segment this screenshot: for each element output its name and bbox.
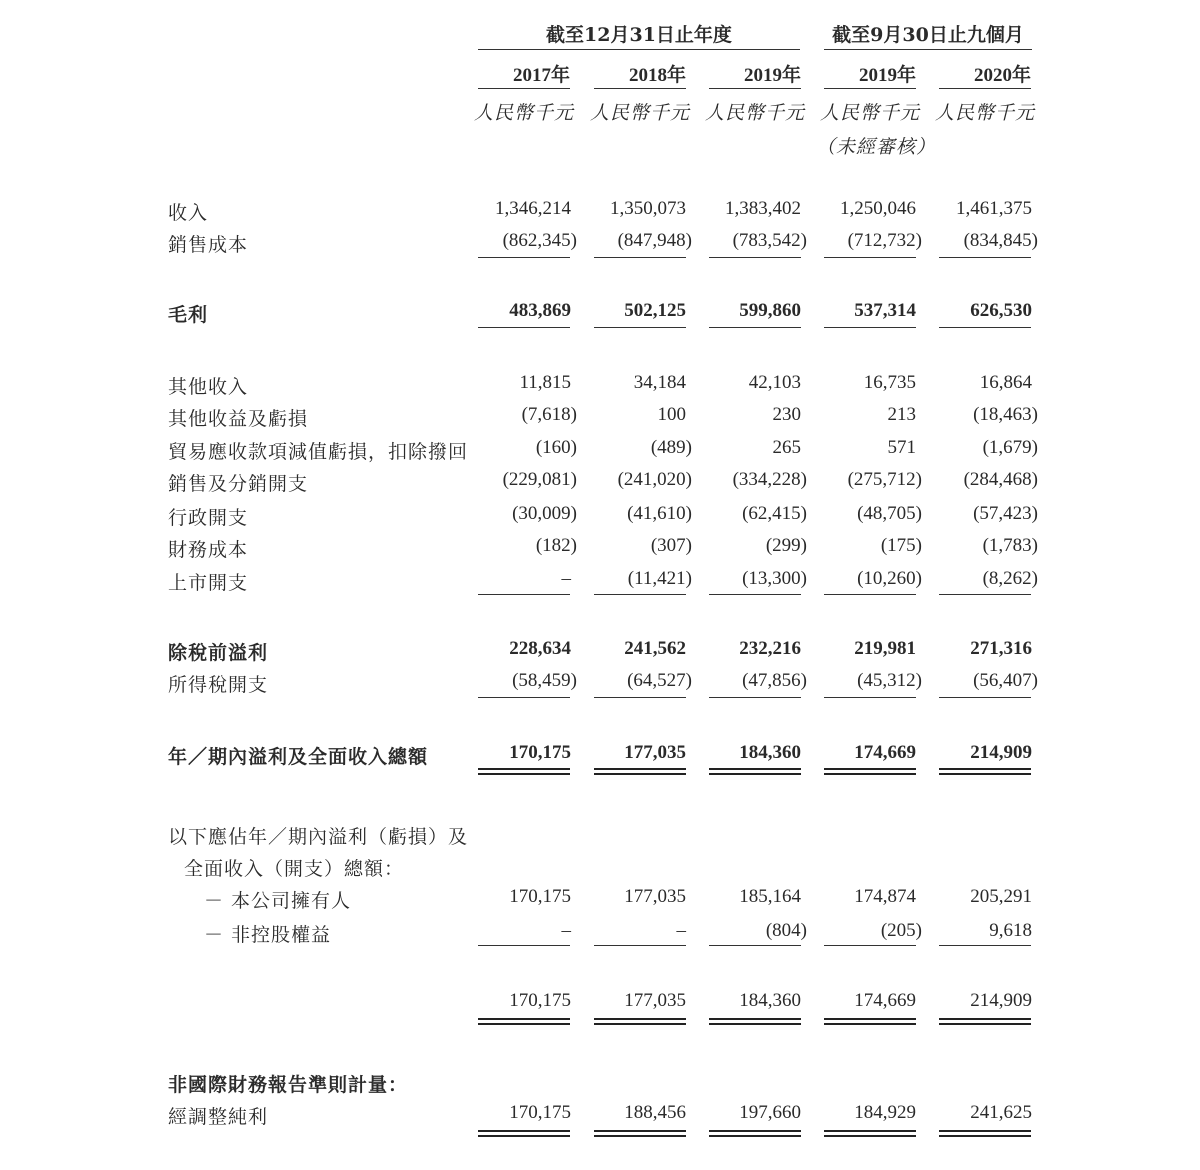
single-underline xyxy=(709,594,801,595)
double-underline xyxy=(939,1130,1031,1137)
year-header-2020-nine-months: 2020年 xyxy=(973,65,1031,86)
double-underline xyxy=(594,768,686,775)
unit-label: 人民幣千元 xyxy=(589,102,690,124)
selling-expenses-row-value: (334,228) xyxy=(732,469,807,490)
nine-months-heading-underline xyxy=(824,49,1032,50)
non-controlling-row-value: (205) xyxy=(880,920,922,941)
admin-expenses-row-value: (41,610) xyxy=(627,503,692,524)
income-tax-row-label: 所得稅開支 xyxy=(168,674,269,696)
income-tax-row-value: (45,312) xyxy=(857,670,922,691)
admin-expenses-row-value: (57,423) xyxy=(973,503,1038,524)
owners-row-value: 174,874 xyxy=(854,886,916,907)
other-gains-losses-row-value: (7,618) xyxy=(521,404,577,425)
revenue-row-value: 1,383,402 xyxy=(725,198,801,219)
other-gains-losses-row-value: 213 xyxy=(887,404,916,425)
adjusted-net-profit-row-value: 241,625 xyxy=(970,1102,1032,1123)
income-tax-row-value: (58,459) xyxy=(512,670,577,691)
double-underline xyxy=(594,1018,686,1025)
finance-costs-row-value: (307) xyxy=(650,535,692,556)
non-controlling-row-value: (804) xyxy=(765,920,807,941)
attributable-total-row-value: 214,909 xyxy=(970,990,1032,1011)
cost-of-sales-row-label: 銷售成本 xyxy=(168,234,249,256)
profit-before-tax-row-label: 除稅前溢利 xyxy=(168,642,269,664)
single-underline xyxy=(709,327,801,328)
single-underline xyxy=(824,697,916,698)
non-controlling-row-value: – xyxy=(561,920,571,941)
non-controlling-row-label: － 非控股權益 xyxy=(204,924,332,946)
owners-row-value: 177,035 xyxy=(624,886,686,907)
owners-row-value: 170,175 xyxy=(509,886,571,907)
finance-costs-row-value: (1,783) xyxy=(982,535,1038,556)
double-underline xyxy=(594,1130,686,1137)
single-underline xyxy=(824,257,916,258)
total-comprehensive-income-row-value: 184,360 xyxy=(739,742,801,763)
impairment-row-label: 貿易應收款項減值虧損，扣除撥回 xyxy=(168,441,469,463)
revenue-row-label: 收入 xyxy=(168,202,209,224)
total-comprehensive-income-row-value: 177,035 xyxy=(624,742,686,763)
listing-expenses-row-value: (11,421) xyxy=(627,568,692,589)
cost-of-sales-row-value: (712,732) xyxy=(847,230,922,251)
selling-expenses-row-label: 銷售及分銷開支 xyxy=(168,473,309,495)
single-underline xyxy=(824,327,916,328)
single-underline xyxy=(594,257,686,258)
annual-heading-underline xyxy=(478,49,800,50)
other-gains-losses-row-value: 230 xyxy=(772,404,801,425)
other-gains-losses-row-value: 100 xyxy=(657,404,686,425)
other-income-row-value: 16,864 xyxy=(979,372,1032,393)
single-underline xyxy=(594,594,686,595)
single-underline xyxy=(939,257,1031,258)
single-underline xyxy=(478,945,570,946)
unit-label: 人民幣千元 xyxy=(704,102,805,124)
single-underline xyxy=(478,257,570,258)
adjusted-net-profit-row-label: 經調整純利 xyxy=(168,1106,269,1128)
impairment-row-value: 265 xyxy=(772,437,801,458)
finance-costs-row-value: (175) xyxy=(880,535,922,556)
other-gains-losses-row-value: (18,463) xyxy=(973,404,1038,425)
impairment-row-value: (160) xyxy=(535,437,577,458)
finance-costs-row-label: 財務成本 xyxy=(168,539,249,561)
single-underline xyxy=(939,594,1031,595)
single-underline xyxy=(939,697,1031,698)
attributable-total-row-value: 170,175 xyxy=(509,990,571,1011)
double-underline xyxy=(824,768,916,775)
attributable-heading-label: 以下應佔年／期內溢利（虧損）及 xyxy=(168,826,469,848)
single-underline xyxy=(824,945,916,946)
attributable-heading-label: 全面收入（開支）總額： xyxy=(184,858,405,880)
other-gains-losses-row-label: 其他收益及虧損 xyxy=(168,408,309,430)
single-underline xyxy=(594,697,686,698)
profit-before-tax-row-value: 271,316 xyxy=(970,638,1032,659)
listing-expenses-row-value: (13,300) xyxy=(742,568,807,589)
single-underline xyxy=(939,327,1031,328)
non-controlling-row-value: 9,618 xyxy=(989,920,1032,941)
admin-expenses-row-value: (48,705) xyxy=(857,503,922,524)
admin-expenses-row-value: (62,415) xyxy=(742,503,807,524)
other-income-row-value: 16,735 xyxy=(863,372,916,393)
other-income-row-value: 34,184 xyxy=(633,372,686,393)
income-tax-row-value: (64,527) xyxy=(627,670,692,691)
selling-expenses-row-value: (241,020) xyxy=(617,469,692,490)
total-comprehensive-income-row-value: 170,175 xyxy=(509,742,571,763)
owners-row-label: － 本公司擁有人 xyxy=(204,890,352,912)
total-comprehensive-income-row-label: 年／期內溢利及全面收入總額 xyxy=(168,746,429,768)
other-income-row-label: 其他收入 xyxy=(168,376,249,398)
single-underline xyxy=(709,257,801,258)
adjusted-net-profit-row-value: 188,456 xyxy=(624,1102,686,1123)
finance-costs-row-value: (182) xyxy=(535,535,577,556)
year-underline xyxy=(709,88,801,89)
profit-before-tax-row-value: 228,634 xyxy=(509,638,571,659)
total-comprehensive-income-row-value: 174,669 xyxy=(854,742,916,763)
year-header-2019-nine-months: 2019年 xyxy=(858,65,916,86)
revenue-row-value: 1,346,214 xyxy=(495,198,571,219)
admin-expenses-row-label: 行政開支 xyxy=(168,507,249,529)
revenue-row-value: 1,461,375 xyxy=(956,198,1032,219)
double-underline xyxy=(709,1130,801,1137)
double-underline xyxy=(709,1018,801,1025)
single-underline xyxy=(594,327,686,328)
profit-before-tax-row-value: 232,216 xyxy=(739,638,801,659)
year-underline xyxy=(939,88,1031,89)
double-underline xyxy=(939,768,1031,775)
admin-expenses-row-value: (30,009) xyxy=(512,503,577,524)
attributable-total-row-value: 177,035 xyxy=(624,990,686,1011)
unit-label: 人民幣千元 xyxy=(819,102,920,124)
single-underline xyxy=(709,697,801,698)
listing-expenses-row-value: – xyxy=(561,568,571,589)
single-underline xyxy=(478,594,570,595)
profit-before-tax-row-value: 219,981 xyxy=(854,638,916,659)
listing-expenses-row-label: 上市開支 xyxy=(168,572,249,594)
impairment-row-value: (1,679) xyxy=(982,437,1038,458)
selling-expenses-row-value: (229,081) xyxy=(502,469,577,490)
cost-of-sales-row-value: (783,542) xyxy=(732,230,807,251)
adjusted-net-profit-row-value: 184,929 xyxy=(854,1102,916,1123)
revenue-row-value: 1,250,046 xyxy=(840,198,916,219)
impairment-row-value: (489) xyxy=(650,437,692,458)
double-underline xyxy=(939,1018,1031,1025)
single-underline xyxy=(939,945,1031,946)
double-underline xyxy=(478,1130,570,1137)
gross-profit-row-label: 毛利 xyxy=(168,304,209,326)
listing-expenses-row-value: (8,262) xyxy=(982,568,1038,589)
adjusted-net-profit-row-value: 170,175 xyxy=(509,1102,571,1123)
year-header-2019: 2019年 xyxy=(743,65,801,86)
cost-of-sales-row-value: (834,845) xyxy=(963,230,1038,251)
gross-profit-row-value: 502,125 xyxy=(624,300,686,321)
owners-row-value: 205,291 xyxy=(970,886,1032,907)
cost-of-sales-row-value: (862,345) xyxy=(502,230,577,251)
income-tax-row-value: (47,856) xyxy=(742,670,807,691)
attributable-total-row-value: 184,360 xyxy=(739,990,801,1011)
double-underline xyxy=(478,768,570,775)
selling-expenses-row-value: (275,712) xyxy=(847,469,922,490)
unit-label: 人民幣千元 xyxy=(473,102,574,124)
income-tax-row-value: (56,407) xyxy=(973,670,1038,691)
double-underline xyxy=(824,1018,916,1025)
total-comprehensive-income-row-value: 214,909 xyxy=(970,742,1032,763)
single-underline xyxy=(478,327,570,328)
listing-expenses-row-value: (10,260) xyxy=(857,568,922,589)
year-underline xyxy=(824,88,916,89)
double-underline xyxy=(478,1018,570,1025)
year-header-2017: 2017年 xyxy=(512,65,570,86)
non-controlling-row-value: – xyxy=(676,920,686,941)
attributable-total-row-value: 174,669 xyxy=(854,990,916,1011)
impairment-row-value: 571 xyxy=(887,437,916,458)
finance-costs-row-value: (299) xyxy=(765,535,807,556)
cost-of-sales-row-value: (847,948) xyxy=(617,230,692,251)
non-ifrs-heading-label: 非國際財務報告準則計量： xyxy=(168,1074,409,1096)
double-underline xyxy=(824,1130,916,1137)
single-underline xyxy=(709,945,801,946)
unaudited-note: （未經審核） xyxy=(816,136,937,158)
other-income-row-value: 42,103 xyxy=(748,372,801,393)
gross-profit-row-value: 483,869 xyxy=(509,300,571,321)
annual-period-heading: 截至12月31日止年度 xyxy=(546,24,732,46)
gross-profit-row-value: 626,530 xyxy=(970,300,1032,321)
other-income-row-value: 11,815 xyxy=(519,372,571,393)
nine-months-heading: 截至9月30日止九個月 xyxy=(832,24,1024,46)
single-underline xyxy=(824,594,916,595)
year-header-2018: 2018年 xyxy=(628,65,686,86)
single-underline xyxy=(594,945,686,946)
gross-profit-row-value: 599,860 xyxy=(739,300,801,321)
adjusted-net-profit-row-value: 197,660 xyxy=(739,1102,801,1123)
gross-profit-row-value: 537,314 xyxy=(854,300,916,321)
owners-row-value: 185,164 xyxy=(739,886,801,907)
selling-expenses-row-value: (284,468) xyxy=(963,469,1038,490)
double-underline xyxy=(709,768,801,775)
single-underline xyxy=(478,697,570,698)
revenue-row-value: 1,350,073 xyxy=(610,198,686,219)
year-underline xyxy=(478,88,570,89)
unit-label: 人民幣千元 xyxy=(934,102,1035,124)
profit-before-tax-row-value: 241,562 xyxy=(624,638,686,659)
year-underline xyxy=(594,88,686,89)
